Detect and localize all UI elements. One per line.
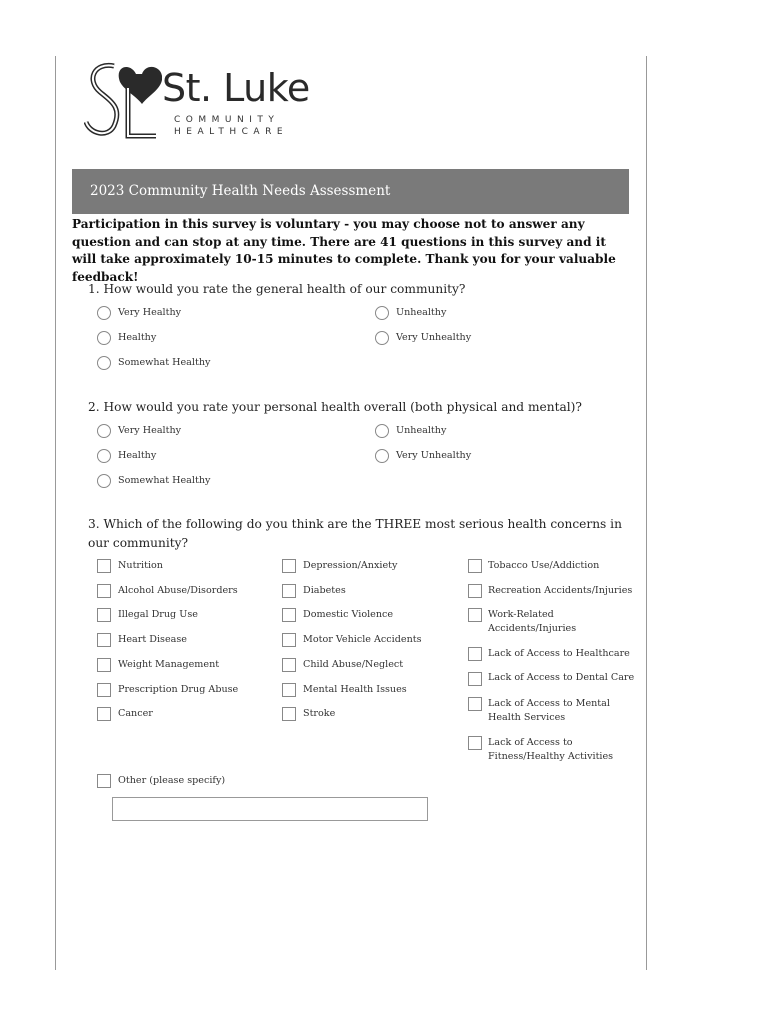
- question-3-text: 3. Which of the following do you think are the THREE most serious health concerns in our community?: [88, 517, 622, 550]
- radio-q2-somewhat-healthy[interactable]: [97, 474, 111, 488]
- radio-q2-very-unhealthy[interactable]: [375, 449, 389, 463]
- radio-label: Unhealthy: [396, 425, 447, 436]
- radio-q1-healthy[interactable]: [97, 331, 111, 345]
- radio-label: Very Healthy: [118, 425, 182, 436]
- checkbox-domestic-violence[interactable]: [282, 608, 296, 622]
- radio-q2-healthy[interactable]: [97, 449, 111, 463]
- checkbox-other[interactable]: [97, 774, 111, 788]
- checkbox-label: Lack of Access to Healthcare: [488, 648, 630, 659]
- checkbox-cancer[interactable]: [97, 707, 111, 721]
- checkbox-label: Other (please specify): [118, 775, 226, 786]
- checkbox-label: Heart Disease: [118, 634, 187, 645]
- checkbox-label: Mental Health Issues: [303, 684, 407, 695]
- checkbox-access-fitness[interactable]: [468, 736, 482, 750]
- checkbox-prescription-drug-abuse[interactable]: [97, 683, 111, 697]
- radio-label: Healthy: [118, 332, 157, 343]
- checkbox-alcohol-abuse[interactable]: [97, 584, 111, 598]
- checkbox-diabetes[interactable]: [282, 584, 296, 598]
- checkbox-label: Diabetes: [303, 585, 346, 596]
- radio-label: Very Healthy: [118, 307, 182, 318]
- checkbox-tobacco-use[interactable]: [468, 559, 482, 573]
- intro-text: Participation in this survey is voluntary - you may choose not to answer any question and can stop at any time. There are 41 questions in this survey and it will take approximately 10-15 minutes to complete. Thank you for your valuable feedback!: [72, 217, 616, 284]
- radio-label: Unhealthy: [396, 307, 447, 318]
- checkbox-label: Depression/Anxiety: [303, 560, 398, 571]
- checkbox-access-dental-care[interactable]: [468, 672, 482, 686]
- question-1-text: 1. How would you rate the general health of our community?: [88, 282, 466, 296]
- logo-community-text: COMMUNITY: [174, 115, 280, 125]
- radio-label: Very Unhealthy: [396, 450, 472, 461]
- radio-q1-very-healthy[interactable]: [97, 306, 111, 320]
- checkbox-stroke[interactable]: [282, 707, 296, 721]
- checkbox-label: Lack of Access to Mental Health Services: [488, 698, 610, 723]
- checkbox-illegal-drug-use[interactable]: [97, 608, 111, 622]
- checkbox-recreation-accidents[interactable]: [468, 584, 482, 598]
- checkbox-label: Lack of Access to Dental Care: [488, 672, 635, 683]
- question-2-text: 2. How would you rate your personal health overall (both physical and mental)?: [88, 400, 582, 414]
- logo-healthcare-text: HEALTHCARE: [174, 127, 289, 137]
- radio-q1-very-unhealthy[interactable]: [375, 331, 389, 345]
- checkbox-access-mental-health[interactable]: [468, 697, 482, 711]
- checkbox-label: Domestic Violence: [303, 609, 394, 620]
- logo-brand-text: St. Luke: [162, 66, 310, 110]
- checkbox-heart-disease[interactable]: [97, 633, 111, 647]
- checkbox-motor-vehicle-accidents[interactable]: [282, 633, 296, 647]
- checkbox-label: Recreation Accidents/Injuries: [488, 585, 633, 596]
- checkbox-label: Cancer: [118, 708, 153, 719]
- checkbox-label: Lack of Access to Fitness/Healthy Activities: [488, 737, 614, 762]
- checkbox-label: Stroke: [303, 708, 336, 719]
- checkbox-access-healthcare[interactable]: [468, 647, 482, 661]
- checkbox-child-abuse[interactable]: [282, 658, 296, 672]
- radio-q2-very-healthy[interactable]: [97, 424, 111, 438]
- radio-q2-unhealthy[interactable]: [375, 424, 389, 438]
- survey-title-banner: [72, 169, 629, 214]
- checkbox-label: Alcohol Abuse/Disorders: [118, 585, 238, 596]
- st-luke-logo: [84, 60, 324, 142]
- checkbox-label: Weight Management: [118, 659, 220, 670]
- radio-label: Somewhat Healthy: [118, 357, 211, 368]
- page-border-left: [55, 56, 56, 970]
- radio-q1-somewhat-healthy[interactable]: [97, 356, 111, 370]
- radio-label: Very Unhealthy: [396, 332, 472, 343]
- sl-monogram-icon: [84, 60, 162, 142]
- checkbox-label: Prescription Drug Abuse: [118, 684, 239, 695]
- other-specify-input[interactable]: [112, 797, 428, 821]
- radio-label: Somewhat Healthy: [118, 475, 211, 486]
- radio-q1-unhealthy[interactable]: [375, 306, 389, 320]
- survey-title: 2023 Community Health Needs Assessment: [90, 183, 391, 199]
- checkbox-work-related-accidents[interactable]: [468, 608, 482, 622]
- checkbox-depression-anxiety[interactable]: [282, 559, 296, 573]
- page-border-right: [646, 56, 647, 970]
- checkbox-weight-management[interactable]: [97, 658, 111, 672]
- checkbox-label: Motor Vehicle Accidents: [303, 634, 422, 645]
- checkbox-label: Nutrition: [118, 560, 163, 571]
- checkbox-label: Child Abuse/Neglect: [303, 659, 404, 670]
- checkbox-label: Work-Related Accidents/Injuries: [488, 609, 577, 634]
- checkbox-mental-health-issues[interactable]: [282, 683, 296, 697]
- checkbox-label: Tobacco Use/Addiction: [488, 560, 600, 571]
- radio-label: Healthy: [118, 450, 157, 461]
- checkbox-nutrition[interactable]: [97, 559, 111, 573]
- checkbox-label: Illegal Drug Use: [118, 609, 198, 620]
